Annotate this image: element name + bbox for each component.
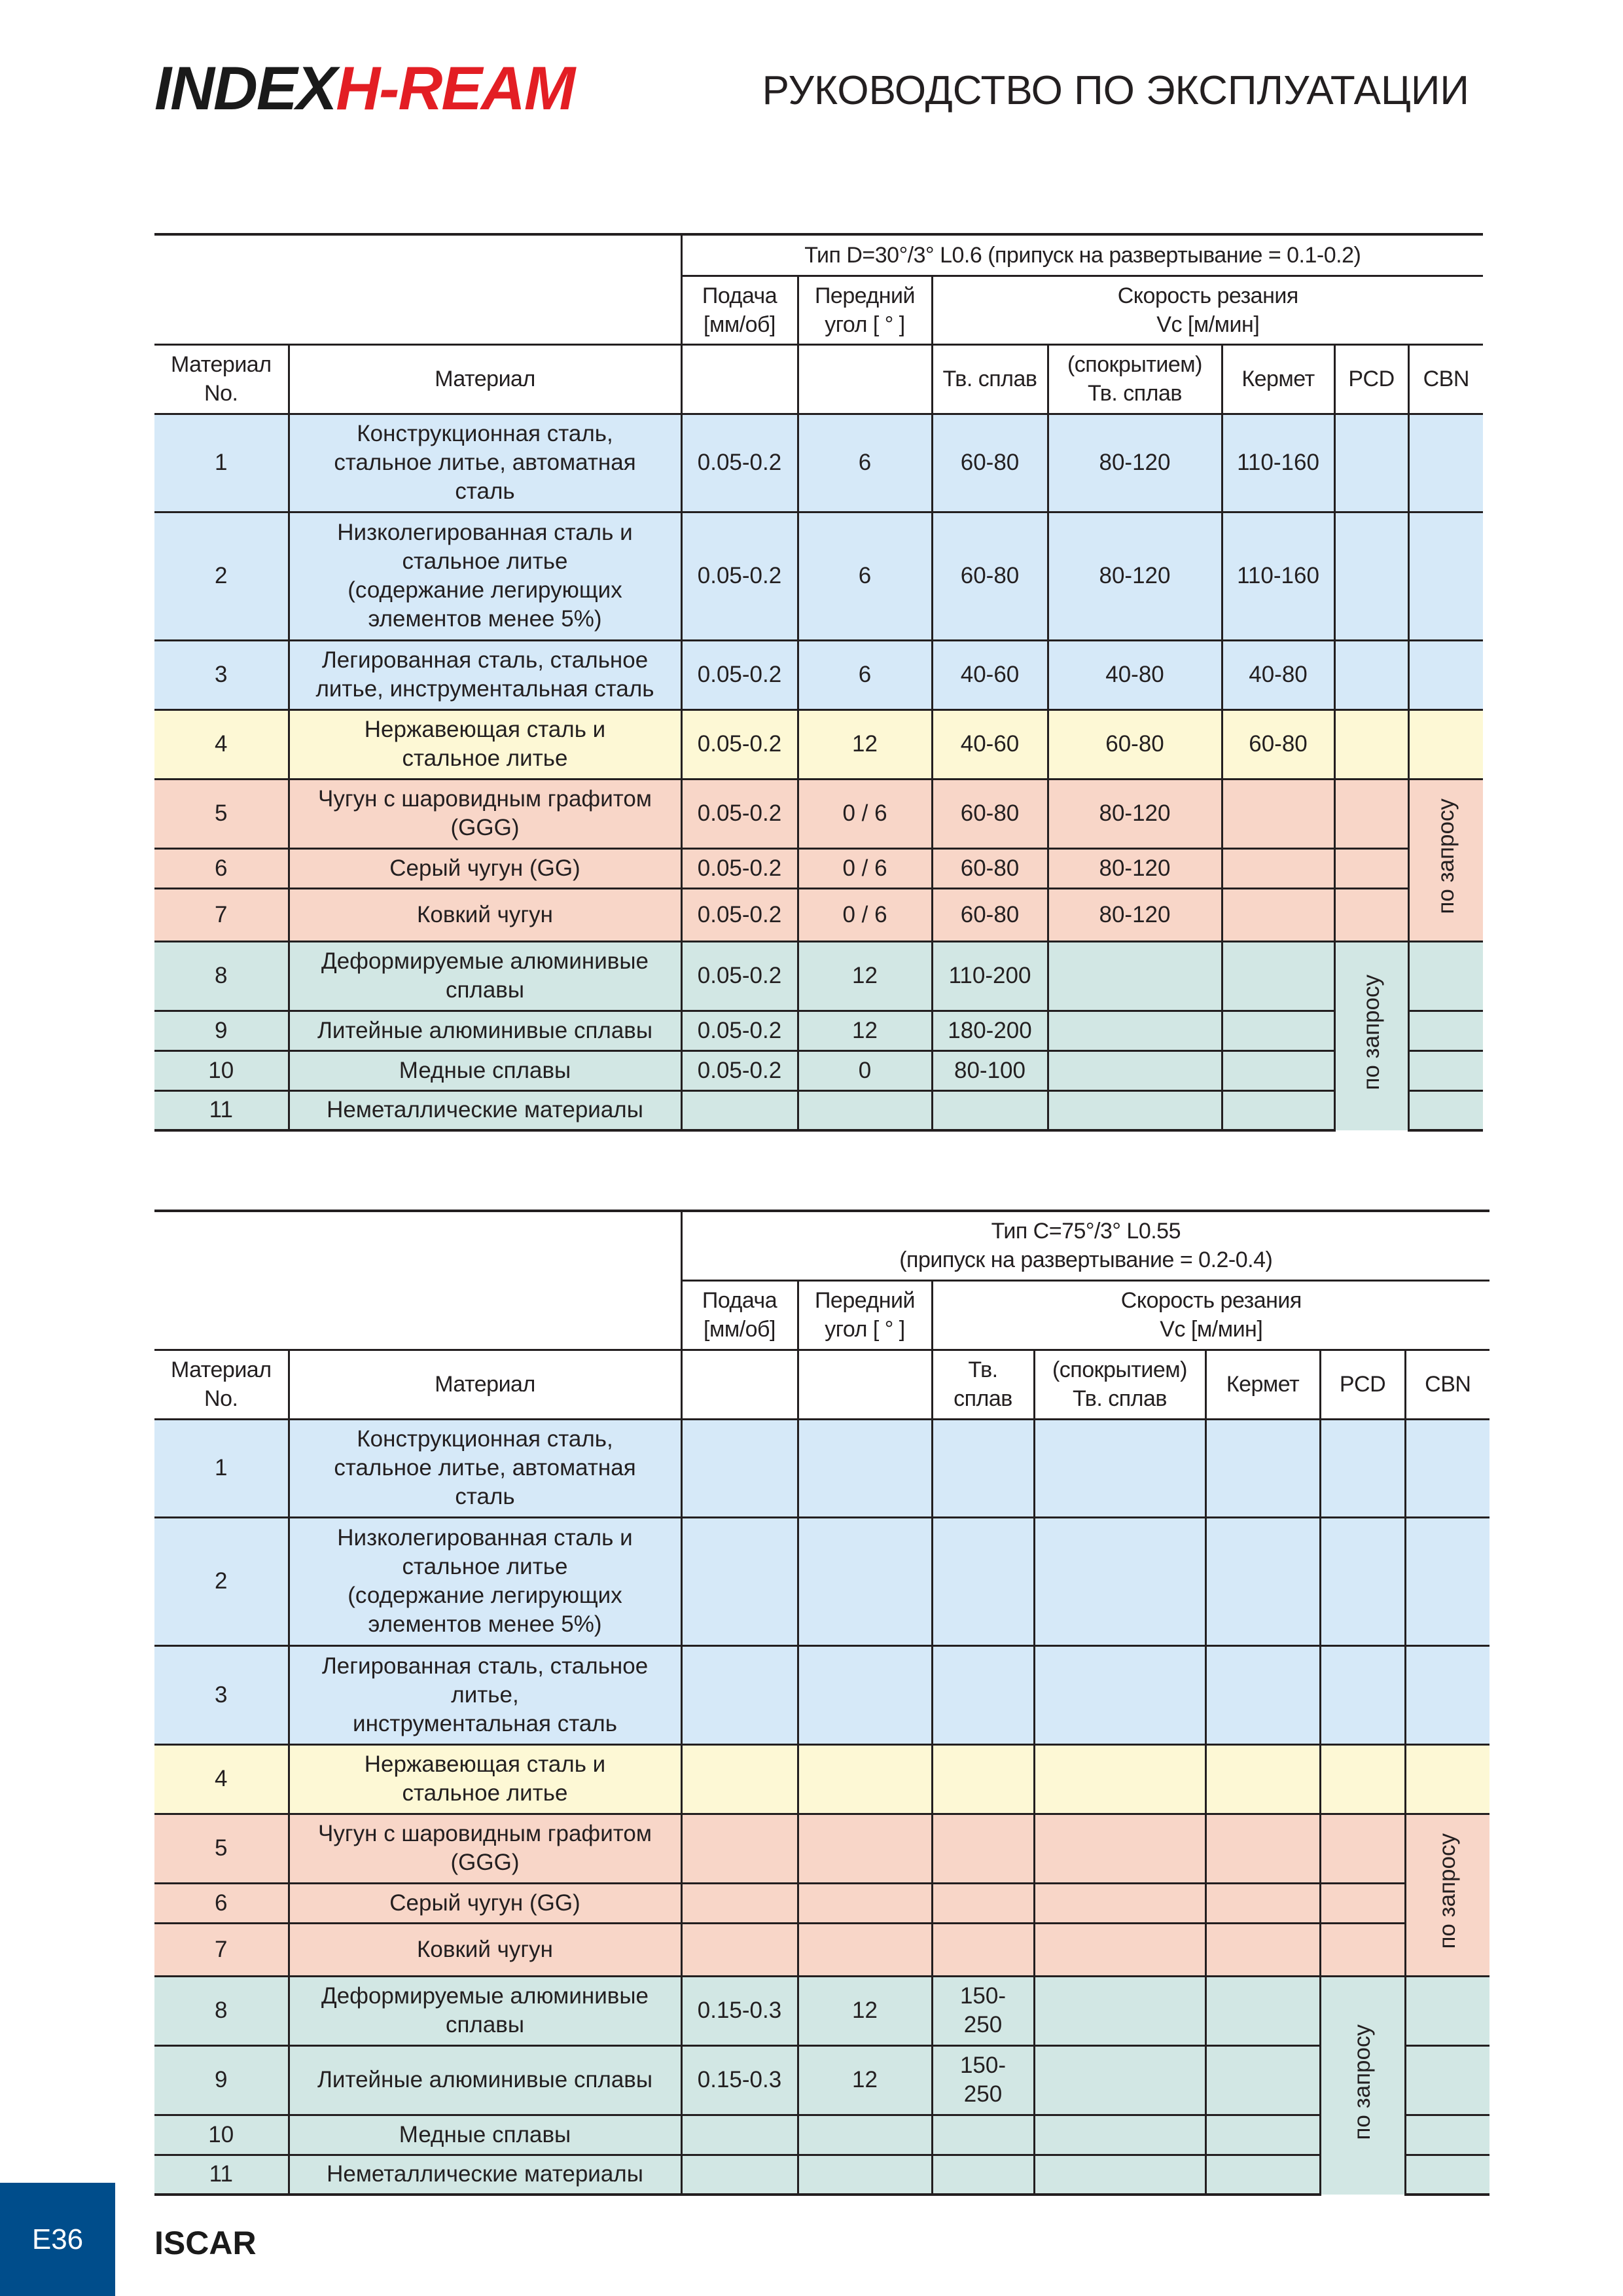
cbn-speed-cell	[1405, 1645, 1489, 1744]
material-number-cell: 11	[154, 2155, 289, 2195]
feed-cell: 0.05-0.2	[681, 779, 798, 848]
material-header: Материал	[289, 1350, 681, 1419]
feed-cell: 0.05-0.2	[681, 414, 798, 512]
rake-angle-cell	[798, 1923, 932, 1976]
table-row	[154, 1744, 1489, 1814]
pcd-header: PCD	[1320, 1350, 1405, 1419]
feed-cell	[681, 2115, 798, 2155]
material-name-cell: Литейные алюминивые сплавы	[289, 1011, 681, 1050]
material-number-cell: 8	[154, 1976, 289, 2045]
material-name-cell: Ковкий чугун	[289, 1923, 681, 1976]
rake-angle-cell	[798, 1517, 932, 1645]
material-number-cell: 3	[154, 640, 289, 709]
logo	[154, 54, 575, 122]
material-name-cell: Конструкционная сталь, стальное литье, автоматная сталь	[289, 414, 681, 512]
cermet-header: Кермет	[1205, 1350, 1320, 1419]
rake-angle-header: Передний угол [ ° ]	[798, 1280, 932, 1350]
carbide-speed-cell: 150- 250	[932, 2045, 1034, 2115]
carbide-speed-cell	[932, 2155, 1034, 2195]
cbn-speed-cell	[1408, 1011, 1483, 1050]
material-number-cell: 5	[154, 779, 289, 848]
coated-carbide-speed-cell	[1034, 1883, 1205, 1923]
cermet-speed-cell	[1222, 1090, 1334, 1130]
coated-carbide-speed-cell	[1034, 1814, 1205, 1883]
carbide-speed-cell	[932, 1419, 1034, 1517]
cbn-speed-cell	[1408, 640, 1483, 709]
cermet-speed-cell	[1205, 2155, 1320, 2195]
material-number-cell: 3	[154, 1645, 289, 1744]
coated-carbide-speed-cell: 80-120	[1048, 888, 1222, 941]
table-row	[154, 2045, 1489, 2115]
feed-header: Подача [мм/об]	[681, 276, 798, 344]
table-row	[154, 1090, 1483, 1130]
cermet-speed-cell: 60-80	[1222, 709, 1334, 779]
cbn-speed-cell	[1405, 2045, 1489, 2115]
table-row	[154, 2115, 1489, 2155]
cutting-data-table-type-d	[154, 233, 1483, 1132]
carbide-speed-cell: 60-80	[932, 848, 1048, 888]
cermet-speed-cell	[1205, 2045, 1320, 2115]
pcd-speed-cell	[1334, 512, 1408, 640]
coated-carbide-speed-cell: 80-120	[1048, 779, 1222, 848]
material-number-cell: 7	[154, 888, 289, 941]
coated-carbide-speed-cell: 80-120	[1048, 512, 1222, 640]
table-row	[154, 888, 1483, 941]
type-title: Тип D=30°/3° L0.6 (припуск на развертывание = 0.1-0.2)	[681, 234, 1483, 276]
table-row	[154, 848, 1483, 888]
pcd-speed-cell	[1334, 640, 1408, 709]
feed-cell	[681, 1744, 798, 1814]
cbn-speed-cell	[1408, 414, 1483, 512]
carbide-speed-cell: 150- 250	[932, 1976, 1034, 2045]
cbn-speed-cell	[1405, 1744, 1489, 1814]
coated-carbide-speed-cell	[1034, 2045, 1205, 2115]
pcd-speed-cell	[1334, 709, 1408, 779]
material-header: Материал	[289, 344, 681, 414]
cbn-on-request-cell	[1408, 779, 1483, 941]
pcd-on-request-cell	[1320, 1976, 1405, 2195]
cermet-speed-cell: 40-80	[1222, 640, 1334, 709]
cermet-header: Кермет	[1222, 344, 1334, 414]
cbn-header: CBN	[1405, 1350, 1489, 1419]
material-number-cell: 7	[154, 1923, 289, 1976]
carbide-speed-cell: 40-60	[932, 640, 1048, 709]
rake-angle-cell: 6	[798, 640, 932, 709]
rake-angle-cell	[798, 1090, 932, 1130]
pcd-speed-cell	[1320, 1744, 1405, 1814]
cbn-speed-cell	[1405, 1419, 1489, 1517]
material-name-cell: Медные сплавы	[289, 1050, 681, 1090]
cermet-speed-cell	[1222, 941, 1334, 1011]
empty-header-cell	[681, 1350, 798, 1419]
rake-angle-cell: 12	[798, 2045, 932, 2115]
carbide-speed-cell	[932, 1744, 1034, 1814]
feed-cell: 0.15-0.3	[681, 2045, 798, 2115]
cermet-speed-cell	[1205, 1976, 1320, 2045]
cermet-speed-cell	[1222, 1011, 1334, 1050]
pcd-speed-cell	[1320, 1645, 1405, 1744]
material-number-cell: 5	[154, 1814, 289, 1883]
material-number-cell: 2	[154, 1517, 289, 1645]
table-row	[154, 709, 1483, 779]
material-name-cell: Неметаллические материалы	[289, 2155, 681, 2195]
feed-cell	[681, 1090, 798, 1130]
pcd-speed-cell	[1320, 1517, 1405, 1645]
material-name-cell: Низколегированная сталь и стальное литье (содержание легирующих элементов менее 5%)	[289, 512, 681, 640]
rake-angle-cell	[798, 2155, 932, 2195]
coated-carbide-speed-cell	[1048, 941, 1222, 1011]
coated-carbide-header: (спокрытием) Тв. сплав	[1034, 1350, 1205, 1419]
rake-angle-cell	[798, 1645, 932, 1744]
rake-angle-cell: 0 / 6	[798, 779, 932, 848]
pcd-header: PCD	[1334, 344, 1408, 414]
rake-angle-cell: 12	[798, 1011, 932, 1050]
cbn-header: CBN	[1408, 344, 1483, 414]
material-number-cell: 6	[154, 848, 289, 888]
feed-cell: 0.05-0.2	[681, 888, 798, 941]
table-row	[154, 1645, 1489, 1744]
empty-header-cell	[798, 344, 932, 414]
cbn-speed-cell	[1405, 2155, 1489, 2195]
material-number-cell: 1	[154, 1419, 289, 1517]
feed-cell: 0.15-0.3	[681, 1976, 798, 2045]
table-row	[154, 1976, 1489, 2045]
pcd-on-request-cell	[1334, 941, 1408, 1130]
feed-cell	[681, 1517, 798, 1645]
cbn-speed-cell	[1405, 1976, 1489, 2045]
table-row	[154, 1883, 1489, 1923]
cermet-speed-cell	[1205, 1419, 1320, 1517]
coated-carbide-speed-cell: 80-120	[1048, 848, 1222, 888]
material-no-header: Материал No.	[154, 344, 289, 414]
material-name-cell: Конструкционная сталь, стальное литье, автоматная сталь	[289, 1419, 681, 1517]
material-name-cell: Нержавеющая сталь и стальное литье	[289, 709, 681, 779]
material-name-cell: Неметаллические материалы	[289, 1090, 681, 1130]
pcd-speed-cell	[1334, 414, 1408, 512]
rake-angle-cell: 12	[798, 941, 932, 1011]
material-name-cell: Легированная сталь, стальное литье, инструментальная сталь	[289, 1645, 681, 1744]
coated-carbide-speed-cell	[1034, 1645, 1205, 1744]
feed-cell: 0.05-0.2	[681, 848, 798, 888]
feed-cell: 0.05-0.2	[681, 1011, 798, 1050]
cbn-speed-cell	[1408, 512, 1483, 640]
rake-angle-cell: 0	[798, 1050, 932, 1090]
material-number-cell: 8	[154, 941, 289, 1011]
material-number-cell: 1	[154, 414, 289, 512]
cermet-speed-cell	[1205, 1517, 1320, 1645]
cermet-speed-cell	[1205, 1814, 1320, 1883]
feed-cell: 0.05-0.2	[681, 709, 798, 779]
coated-carbide-speed-cell	[1048, 1090, 1222, 1130]
pcd-speed-cell	[1334, 779, 1408, 848]
empty-header-cell	[681, 344, 798, 414]
pcd-speed-cell	[1334, 848, 1408, 888]
material-no-header: Материал No.	[154, 1350, 289, 1419]
table-row	[154, 1419, 1489, 1517]
coated-carbide-speed-cell	[1034, 1419, 1205, 1517]
table-row	[154, 1517, 1489, 1645]
feed-cell: 0.05-0.2	[681, 1050, 798, 1090]
rake-angle-cell: 0 / 6	[798, 888, 932, 941]
coated-carbide-speed-cell	[1034, 1976, 1205, 2045]
cbn-speed-cell	[1408, 1050, 1483, 1090]
rake-angle-cell: 0 / 6	[798, 848, 932, 888]
rake-angle-cell: 6	[798, 512, 932, 640]
cermet-speed-cell	[1205, 1923, 1320, 1976]
cbn-on-request-cell	[1405, 1814, 1489, 1976]
feed-cell: 0.05-0.2	[681, 640, 798, 709]
feed-cell	[681, 1419, 798, 1517]
feed-cell	[681, 1645, 798, 1744]
coated-carbide-speed-cell	[1034, 2115, 1205, 2155]
cbn-on-request-label: по запросу	[1435, 1833, 1461, 1949]
cbn-on-request-label: по запросу	[1433, 798, 1459, 914]
feed-cell	[681, 1923, 798, 1976]
table-row	[154, 512, 1483, 640]
carbide-speed-cell	[932, 1883, 1034, 1923]
pcd-speed-cell	[1334, 888, 1408, 941]
material-name-cell: Серый чугун (GG)	[289, 848, 681, 888]
pcd-on-request-label: по запросу	[1358, 975, 1384, 1091]
material-name-cell: Чугун с шаровидным графитом (GGG)	[289, 779, 681, 848]
table-row	[154, 1050, 1483, 1090]
cbn-speed-cell	[1408, 941, 1483, 1011]
rake-angle-cell	[798, 2115, 932, 2155]
cermet-speed-cell	[1222, 888, 1334, 941]
rake-angle-cell	[798, 1744, 932, 1814]
rake-angle-cell: 12	[798, 709, 932, 779]
table-row	[154, 2155, 1489, 2195]
carbide-speed-cell: 110-200	[932, 941, 1048, 1011]
material-number-cell: 2	[154, 512, 289, 640]
page-number-tab: E36	[0, 2183, 115, 2296]
carbide-speed-cell: 60-80	[932, 888, 1048, 941]
cbn-speed-cell	[1405, 2115, 1489, 2155]
coated-carbide-header: (спокрытием) Тв. сплав	[1048, 344, 1222, 414]
coated-carbide-speed-cell	[1034, 2155, 1205, 2195]
feed-cell	[681, 2155, 798, 2195]
material-name-cell: Легированная сталь, стальное литье, инструментальная сталь	[289, 640, 681, 709]
cermet-speed-cell	[1205, 2115, 1320, 2155]
cutting-speed-header: Скорость резания Vc [м/мин]	[932, 276, 1483, 344]
material-number-cell: 4	[154, 1744, 289, 1814]
logo-part-2: H-REAM	[336, 54, 575, 122]
feed-cell: 0.05-0.2	[681, 941, 798, 1011]
blank-header-cell	[154, 234, 681, 344]
coated-carbide-speed-cell	[1048, 1011, 1222, 1050]
cermet-speed-cell: 110-160	[1222, 414, 1334, 512]
material-name-cell: Серый чугун (GG)	[289, 1883, 681, 1923]
material-name-cell: Ковкий чугун	[289, 888, 681, 941]
material-name-cell: Чугун с шаровидным графитом (GGG)	[289, 1814, 681, 1883]
cermet-speed-cell	[1205, 1883, 1320, 1923]
carbide-speed-cell	[932, 2115, 1034, 2155]
material-number-cell: 9	[154, 1011, 289, 1050]
blank-header-cell	[154, 1211, 681, 1350]
feed-cell	[681, 1883, 798, 1923]
carbide-speed-cell: 60-80	[932, 779, 1048, 848]
pcd-speed-cell	[1320, 1923, 1405, 1976]
carbide-speed-cell	[932, 1923, 1034, 1976]
carbide-speed-cell	[932, 1090, 1048, 1130]
rake-angle-cell: 6	[798, 414, 932, 512]
table-row	[154, 640, 1483, 709]
table-row	[154, 414, 1483, 512]
material-name-cell: Нержавеющая сталь и стальное литье	[289, 1744, 681, 1814]
coated-carbide-speed-cell	[1048, 1050, 1222, 1090]
cermet-speed-cell	[1222, 779, 1334, 848]
rake-angle-cell	[798, 1883, 932, 1923]
brand-name: ISCAR	[154, 2225, 257, 2261]
material-name-cell: Деформируемые алюминивые сплавы	[289, 941, 681, 1011]
carbide-speed-cell: 40-60	[932, 709, 1048, 779]
coated-carbide-speed-cell	[1034, 1744, 1205, 1814]
page-title: РУКОВОДСТВО ПО ЭКСПЛУАТАЦИИ	[762, 68, 1469, 113]
material-name-cell: Низколегированная сталь и стальное литье (содержание легирующих элементов менее 5%)	[289, 1517, 681, 1645]
cermet-speed-cell: 110-160	[1222, 512, 1334, 640]
cbn-speed-cell	[1405, 1517, 1489, 1645]
type-title: Тип C=75°/3° L0.55 (припуск на развертывание = 0.2-0.4)	[681, 1211, 1489, 1280]
material-number-cell: 6	[154, 1883, 289, 1923]
empty-header-cell	[798, 1350, 932, 1419]
carbide-speed-cell: 60-80	[932, 512, 1048, 640]
cutting-speed-header: Скорость резания Vc [м/мин]	[932, 1280, 1489, 1350]
material-name-cell: Деформируемые алюминивые сплавы	[289, 1976, 681, 2045]
feed-cell	[681, 1814, 798, 1883]
feed-cell: 0.05-0.2	[681, 512, 798, 640]
material-number-cell: 4	[154, 709, 289, 779]
table-row	[154, 1923, 1489, 1976]
cermet-speed-cell	[1222, 848, 1334, 888]
coated-carbide-speed-cell	[1034, 1923, 1205, 1976]
carbide-speed-cell: 60-80	[932, 414, 1048, 512]
rake-angle-cell	[798, 1419, 932, 1517]
cermet-speed-cell	[1222, 1050, 1334, 1090]
carbide-speed-cell: 180-200	[932, 1011, 1048, 1050]
table-row	[154, 941, 1483, 1011]
logo-part-1: INDEX	[154, 54, 336, 122]
material-name-cell: Медные сплавы	[289, 2115, 681, 2155]
carbide-speed-cell: 80-100	[932, 1050, 1048, 1090]
pcd-speed-cell	[1320, 1419, 1405, 1517]
cermet-speed-cell	[1205, 1645, 1320, 1744]
rake-angle-cell: 12	[798, 1976, 932, 2045]
material-number-cell: 10	[154, 1050, 289, 1090]
material-number-cell: 10	[154, 2115, 289, 2155]
feed-header: Подача [мм/об]	[681, 1280, 798, 1350]
material-number-cell: 9	[154, 2045, 289, 2115]
carbide-speed-cell	[932, 1814, 1034, 1883]
carbide-speed-cell	[932, 1517, 1034, 1645]
coated-carbide-speed-cell	[1034, 1517, 1205, 1645]
coated-carbide-speed-cell: 60-80	[1048, 709, 1222, 779]
pcd-speed-cell	[1320, 1883, 1405, 1923]
cbn-speed-cell	[1408, 1090, 1483, 1130]
carbide-speed-cell	[932, 1645, 1034, 1744]
pcd-speed-cell	[1320, 1814, 1405, 1883]
table-row	[154, 1011, 1483, 1050]
cermet-speed-cell	[1205, 1744, 1320, 1814]
carbide-header: Тв. сплав	[932, 1350, 1034, 1419]
carbide-header: Тв. сплав	[932, 344, 1048, 414]
material-name-cell: Литейные алюминивые сплавы	[289, 2045, 681, 2115]
coated-carbide-speed-cell: 40-80	[1048, 640, 1222, 709]
table-row	[154, 779, 1483, 848]
material-number-cell: 11	[154, 1090, 289, 1130]
cutting-data-table-type-c	[154, 1210, 1489, 2196]
coated-carbide-speed-cell: 80-120	[1048, 414, 1222, 512]
table-row	[154, 1814, 1489, 1883]
cbn-speed-cell	[1408, 709, 1483, 779]
pcd-on-request-label: по запросу	[1349, 2024, 1375, 2140]
rake-angle-header: Передний угол [ ° ]	[798, 276, 932, 344]
rake-angle-cell	[798, 1814, 932, 1883]
